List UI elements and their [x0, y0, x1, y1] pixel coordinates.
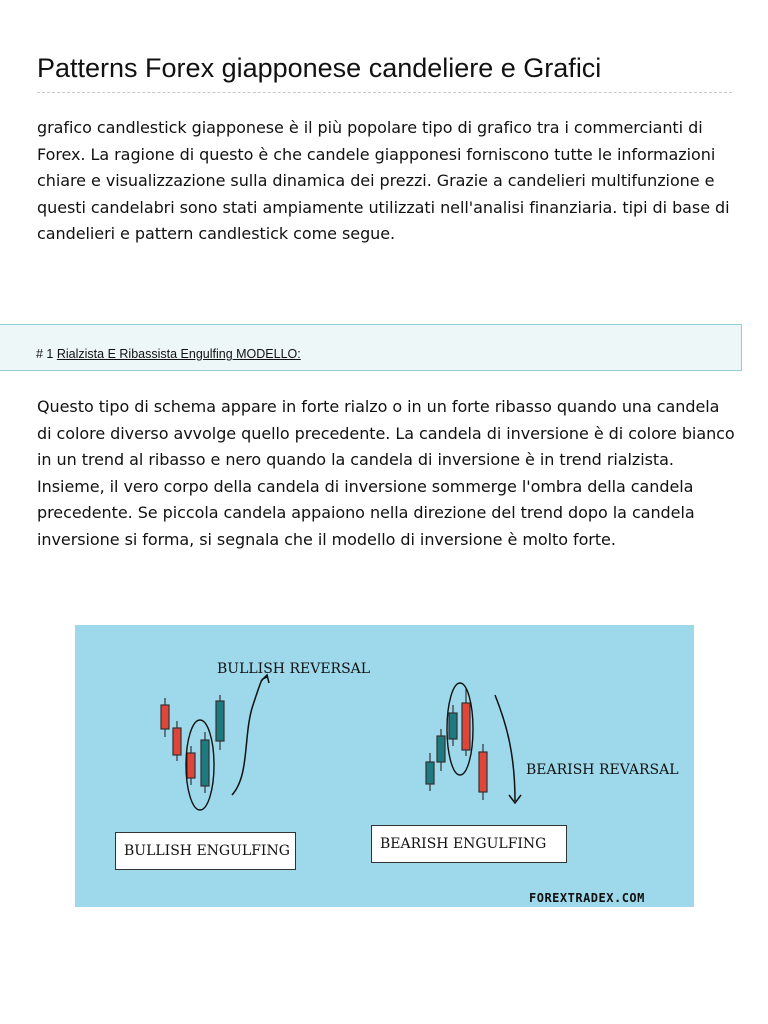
body-paragraph: Questo tipo di schema appare in forte rialzo o in un forte ribasso quando una candela di colore diverso avvolge quello precedente. La candela di inversione è di colore bianco in un trend al ribasso e nero quando la candela di inversione è in trend rialzista. Insieme, il vero corpo della candela di inversione sommerge l'ombra della candela precedente. Se piccola candela appaiono nella direzione del trend dopo la candela inversione si forma, si segnala che il modello di inversione è molto forte.	[37, 397, 735, 549]
bullish-engulfing-label: BULLISH ENGULFING	[124, 843, 290, 859]
bearish-engulfing-box	[371, 825, 567, 863]
brand-watermark: FOREXTRADEX.COM	[529, 891, 645, 905]
page-title: Patterns Forex giapponese candeliere e Grafici	[37, 53, 602, 83]
bearish-candles	[426, 689, 487, 800]
bullish-reversal-label: BULLISH REVERSAL	[217, 661, 371, 677]
bullish-arrow	[232, 677, 267, 795]
intro-paragraph: grafico candlestick giapponese è il più popolare tipo di grafico tra i commercianti di Forex. La ragione di questo è che candele giapponesi forniscono tutte le informazioni chiare e visualizzazione sulla dinamica dei prezzi. Grazie a candelieri multifunzione e questi candelabri sono stati ampiamente utilizzati nell'analisi finanziaria. tipi di base di candelieri e pattern candlestick come segue.	[37, 118, 730, 243]
pattern-callout	[0, 324, 742, 371]
bearish-arrow	[495, 695, 515, 801]
bearish-reversal-label: BEARISH REVARSAL	[526, 762, 679, 778]
bullish-candles	[161, 695, 224, 793]
callout-prefix: # 1	[36, 347, 54, 361]
engulfing-pattern-figure	[75, 625, 694, 907]
callout-text	[36, 347, 301, 361]
bullish-engulfing-box	[115, 832, 296, 870]
engulfing-pattern-link[interactable]: Rialzista E Ribassista Engulfing MODELLO:	[56, 347, 301, 361]
title-divider	[37, 92, 732, 93]
bearish-engulfing-label: BEARISH ENGULFING	[380, 836, 547, 852]
